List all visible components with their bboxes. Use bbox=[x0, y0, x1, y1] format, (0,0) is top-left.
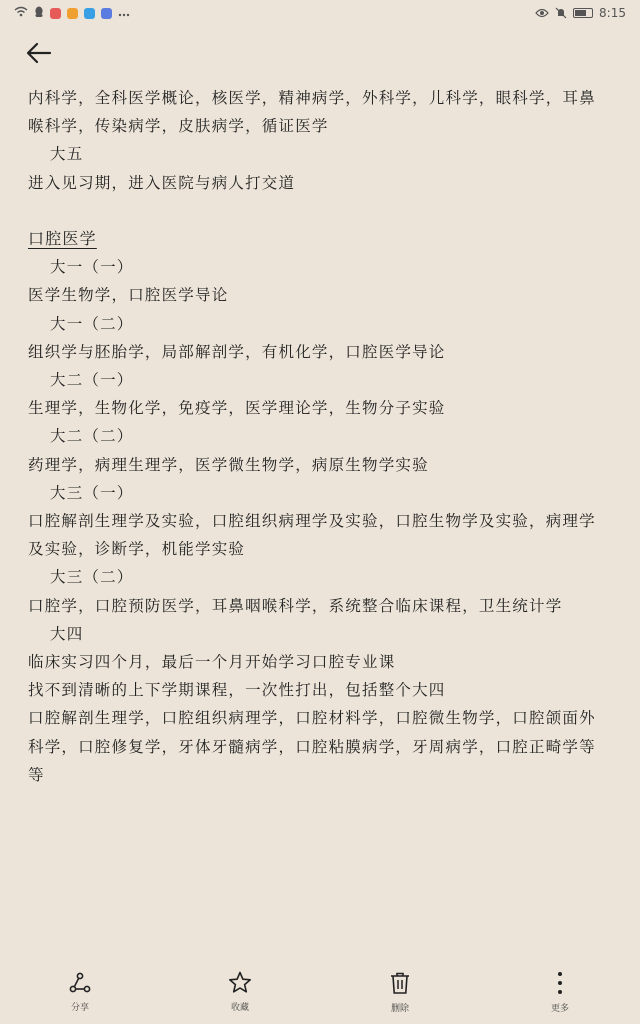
eye-comfort-icon bbox=[535, 8, 549, 18]
mute-icon bbox=[555, 7, 567, 19]
year-label: 大四 bbox=[50, 624, 84, 643]
note-line: 找不到清晰的上下学期课程，一次性打出，包括整个大四 bbox=[28, 681, 446, 700]
status-time: 8:15 bbox=[599, 6, 626, 20]
app-icon-blue bbox=[84, 8, 95, 19]
more-label: 更多 bbox=[550, 1003, 569, 1014]
note-line: 口腔学，口腔预防医学，耳鼻咽喉科学，系统整合临床课程，卫生统计学 bbox=[28, 596, 563, 615]
note-paragraph: 口腔解剖生理学，口腔组织病理学，口腔材料学，口腔微生物学，口腔颌面外科学，口腔修复学，牙体牙髓病学，口腔粘膜病学，牙周病学，口腔正畸学等等 bbox=[28, 709, 596, 784]
share-icon bbox=[69, 972, 91, 994]
year-label: 大三（一） bbox=[50, 483, 134, 502]
share-label: 分享 bbox=[70, 1002, 89, 1013]
status-left bbox=[14, 6, 130, 21]
trash-icon bbox=[389, 971, 411, 995]
note-paragraph: 口腔解剖生理学及实验，口腔组织病理学及实验，口腔生物学及实验，病理学及实验，诊断学，机能学实验 bbox=[28, 512, 596, 559]
note-line: 进入见习期，进入医院与病人打交道 bbox=[28, 173, 296, 192]
app-icon-red bbox=[50, 8, 61, 19]
battery-icon bbox=[573, 8, 593, 18]
bottom-action-bar bbox=[0, 960, 640, 1024]
year-label: 大三（二） bbox=[50, 568, 134, 587]
blank-line bbox=[28, 197, 612, 225]
section-heading: 口腔医学 bbox=[28, 229, 97, 248]
note-content[interactable] bbox=[28, 84, 612, 789]
note-line: 生理学，生物化学，免疫学，医学理论学，生物分子实验 bbox=[28, 399, 446, 418]
more-notifications-icon bbox=[118, 6, 130, 20]
year-label: 大二（一） bbox=[50, 371, 134, 390]
section-heading-row bbox=[28, 225, 612, 253]
favorite-button[interactable] bbox=[200, 971, 280, 1013]
arrow-left-icon bbox=[26, 42, 52, 68]
delete-button[interactable] bbox=[360, 971, 440, 1014]
note-line: 医学生物学，口腔医学导论 bbox=[28, 286, 229, 305]
note-line: 组织学与胚胎学，局部解剖学，有机化学，口腔医学导论 bbox=[28, 342, 446, 361]
delete-label: 删除 bbox=[390, 1003, 409, 1014]
year-label: 大一（一） bbox=[50, 258, 134, 277]
mail-icon bbox=[101, 8, 112, 19]
note-paragraph: 内科学，全科医学概论，核医学，精神病学，外科学，儿科学，眼科学，耳鼻喉科学，传染病学，皮肤病学，循证医学 bbox=[28, 89, 596, 136]
status-right bbox=[535, 6, 626, 20]
more-vertical-icon bbox=[556, 971, 564, 995]
wifi-icon bbox=[14, 6, 28, 20]
year-label: 大一（二） bbox=[50, 314, 134, 333]
share-button[interactable] bbox=[40, 972, 120, 1013]
star-icon bbox=[228, 971, 252, 994]
more-button[interactable] bbox=[520, 971, 600, 1014]
note-line: 临床实习四个月，最后一个月开始学习口腔专业课 bbox=[28, 653, 396, 672]
qq-icon bbox=[34, 6, 44, 21]
status-bar bbox=[0, 0, 640, 26]
note-line: 药理学，病理生理学，医学微生物学，病原生物学实验 bbox=[28, 455, 429, 474]
app-icon-orange bbox=[67, 8, 78, 19]
favorite-label: 收藏 bbox=[230, 1003, 249, 1013]
year-label: 大二（二） bbox=[50, 427, 134, 446]
year-label: 大五 bbox=[50, 145, 84, 164]
back-button[interactable] bbox=[24, 40, 54, 70]
